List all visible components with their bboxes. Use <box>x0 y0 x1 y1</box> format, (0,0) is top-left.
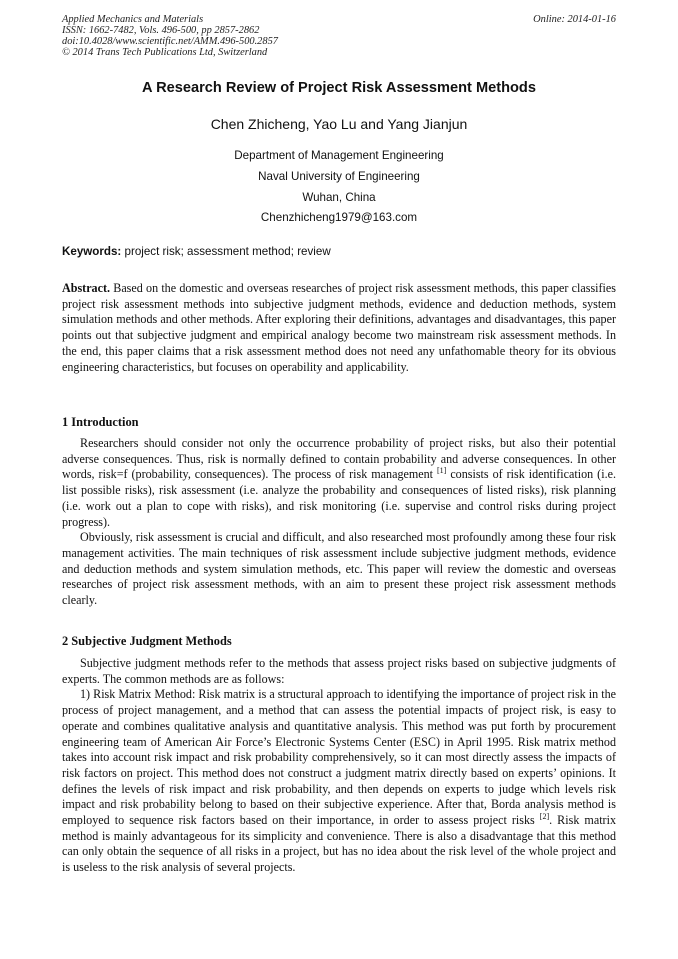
affiliation-university: Naval University of Engineering <box>258 169 420 183</box>
journal-doi: doi:10.4028/www.scientific.net/AMM.496-500.2857 <box>62 36 278 47</box>
online-date: Online: 2014-01-16 <box>533 14 616 25</box>
intro-paragraph-1 <box>62 436 616 530</box>
section-2-heading: 2 Subjective Judgment Methods <box>62 634 232 648</box>
journal-header <box>62 14 616 58</box>
risk-matrix-paragraph <box>62 687 616 875</box>
journal-issn: ISSN: 1662-7482, Vols. 496-500, pp 2857-2862 <box>62 25 260 36</box>
citation-ref-1: [1] <box>437 466 447 476</box>
section-1-body <box>62 436 616 609</box>
intro-p1-text-b: consists of risk identification (i.e. list possible risks), risk assessment (i.e. analyze the probability and consequences of listed risks), risk planning (i.e. work out a plan to cope with risks), and risk monitoring (i.e. supervise and control risks during project progress). <box>62 467 616 529</box>
section-1-heading: 1 Introduction <box>62 415 139 429</box>
keywords-line <box>62 245 616 258</box>
intro-paragraph-2: Obviously, risk assessment is crucial and difficult, and also researched most profoundly among these four risk management activities. The main techniques of risk assessment include subjective judgment methods, evidence and deduction methods and system simulation methods, etc. This paper will review the domestic and overseas researches of project risk assessment methods, with an aim to present these project risk assessment methods clearly. <box>62 530 616 608</box>
affiliation-block <box>0 146 678 229</box>
paper-authors: Chen Zhicheng, Yao Lu and Yang Jianjun <box>210 116 468 132</box>
abstract-label: Abstract. <box>62 281 111 295</box>
paper-title: A Research Review of Project Risk Assessment Methods <box>142 80 536 96</box>
abstract-paragraph <box>62 281 616 375</box>
affiliation-city: Wuhan, China <box>302 190 376 204</box>
journal-name: Applied Mechanics and Materials <box>62 14 204 25</box>
keywords-label: Keywords: <box>62 245 122 258</box>
section-2-body <box>62 656 616 876</box>
risk-matrix-text-a: 1) Risk Matrix Method: Risk matrix is a structural approach to identifying the importance of project risk in the process of project management, and a method that can assess the potential impacts of project risk, is easy to operate and combines qualitative analysis and quantitative analysis. This method was put forth by procurement engineering team of American Air Force’s Electronic Systems Center (ESC) in April 1995. Risk matrix method takes into account risk impact and risk probability comprehensively, so it can most directly assess the impacts of risk factors on project. This method does not construct a judgment matrix directly based on experts’ opinions. It defines the levels of risk impact and risk probability, and then depends on experts to judge which levels risk impact and risk probability belong to based on their subjective experience. After that, Borda analysis method is employed to sequence risk factors based on their importance, in order to assess project risks <box>62 687 616 828</box>
intro-p1-text-a: Researchers should consider not only the occurrence probability of project risks, but also their potential adverse consequences. Thus, risk is normally defined to contain probability and adverse consequences. In other words, risk=f (probability, consequences). The process of risk management <box>62 436 616 482</box>
subjective-paragraph-1: Subjective judgment methods refer to the methods that assess project risks based on subjective judgments of experts. The common methods are as follows: <box>62 656 616 686</box>
journal-copyright: © 2014 Trans Tech Publications Ltd, Switzerland <box>62 47 268 58</box>
keywords-text: project risk; assessment method; review <box>124 245 331 258</box>
abstract-text: Based on the domestic and overseas researches of project risk assessment methods, this paper classifies project risk assessment methods into subjective judgment methods, evidence and deduction methods, system simulation methods and other methods. After exploring their definitions, advantages and disadvantages, this paper points out that subjective judgment and empirical analogy become two mainstream risk assessment methods. In the end, this paper claims that a risk assessment method does not need any unfathomable theory for its obvious engineering characteristics, but focuses on operability and applicability. <box>62 281 616 374</box>
risk-matrix-text-b: . Risk matrix method is mainly advantageous for its simplicity and convenience. There is also a disadvantage that this method can only obtain the sequence of all risks in a project, but has no idea about the risk level of the whole project and is useless to the risk analysis of several projects. <box>62 813 616 875</box>
citation-ref-2: [2] <box>539 812 550 822</box>
affiliation-department: Department of Management Engineering <box>234 149 444 162</box>
abstract-block <box>62 281 616 375</box>
affiliation-email: Chenzhicheng1979@163.com <box>260 211 418 225</box>
